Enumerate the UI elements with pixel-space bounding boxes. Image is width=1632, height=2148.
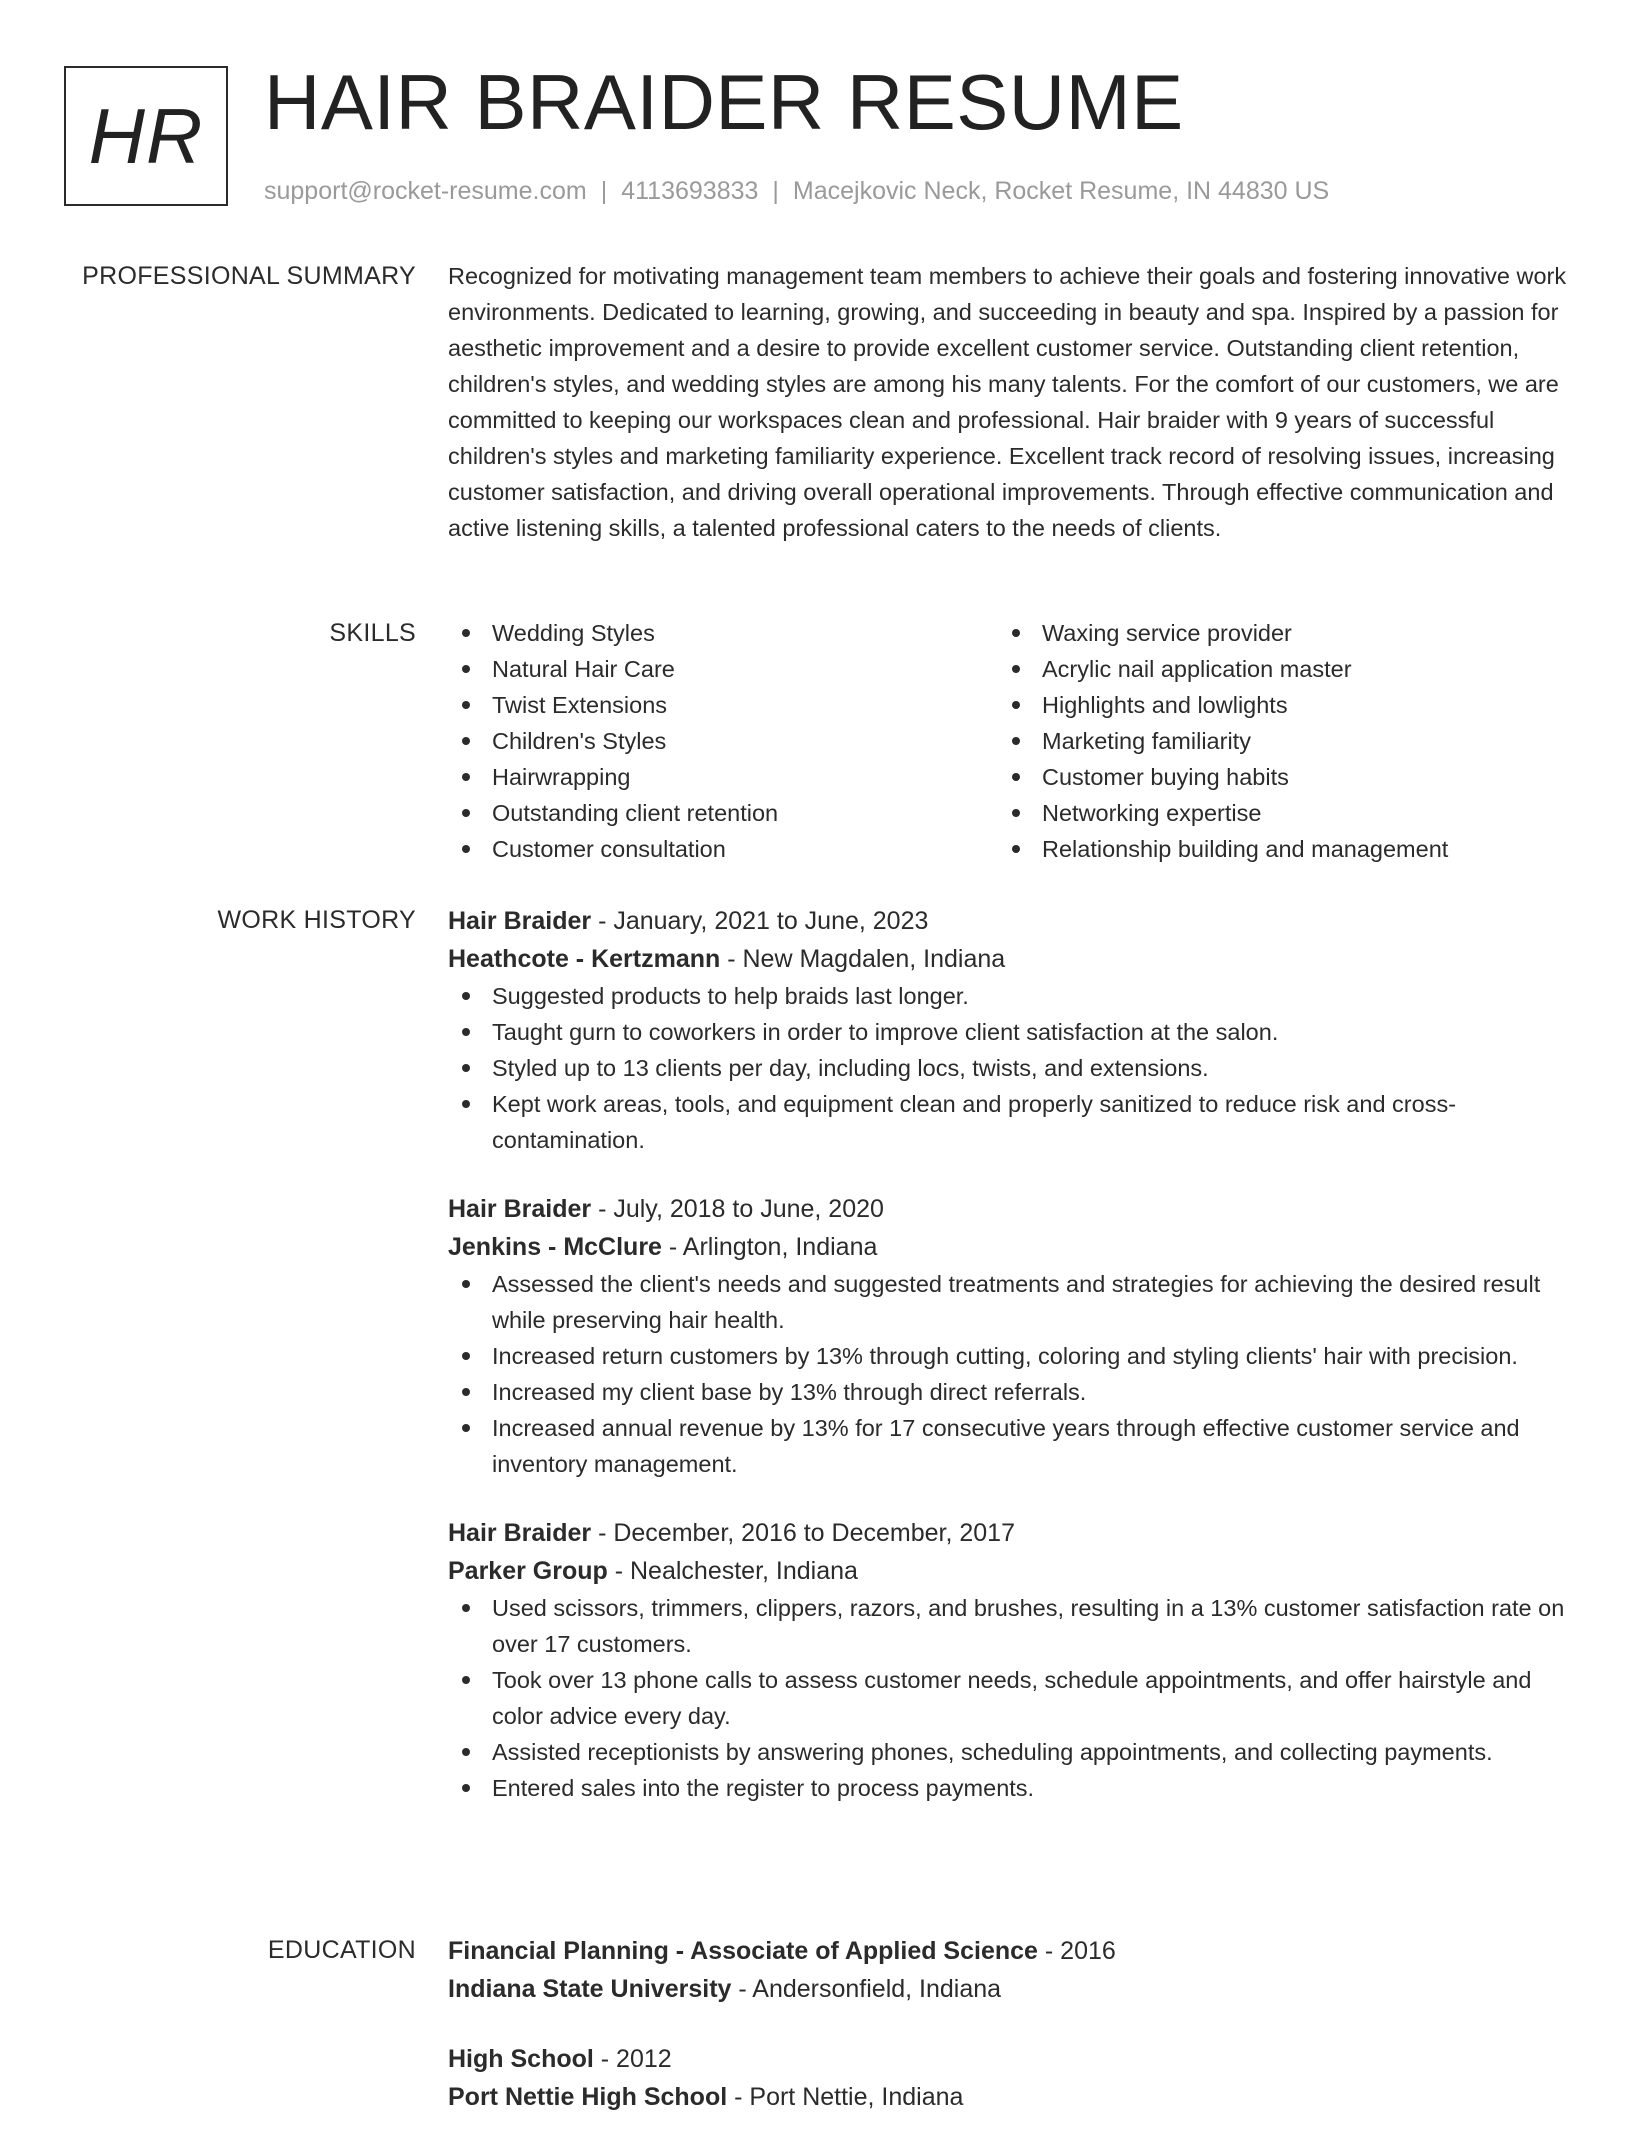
bullet-icon xyxy=(462,1100,470,1108)
job-location: - New Magdalen, Indiana xyxy=(720,945,1006,973)
skills-heading: SKILLS xyxy=(329,619,416,647)
education-heading: EDUCATION xyxy=(267,1936,416,1964)
bullet-icon xyxy=(462,1748,470,1756)
education-degree-line xyxy=(448,1932,1568,1970)
job-title: Hair Braider xyxy=(448,1519,592,1547)
education-location: - Port Nettie, Indiana xyxy=(727,2083,964,2111)
bullet-icon xyxy=(462,629,470,637)
job-bullet: Kept work areas, tools, and equipment clean and properly sanitized to reduce risk and cross-contamination. xyxy=(448,1086,1568,1158)
job-entry xyxy=(448,1190,1568,1482)
bullet-icon xyxy=(462,1064,470,1072)
bullet-icon xyxy=(462,1352,470,1360)
bullet-icon xyxy=(462,773,470,781)
bullet-icon xyxy=(462,665,470,673)
bullet-icon xyxy=(462,1280,470,1288)
education-year: - 2016 xyxy=(1037,1937,1116,1965)
skill-item: Networking expertise xyxy=(998,795,1548,831)
summary-text: Recognized for motivating management team members to achieve their goals and fostering innovative work environments. Dedicated to learning, growing, and succeeding in beauty and spa. Inspired by a passion for aesthetic improvement and a desire to provide excellent customer service. Outstanding client retention, children's styles, and wedding styles are among his many talents. For the comfort of our customers, we are committed to keeping our workspaces clean and professional. Hair braider with 9 years of successful children's styles and marketing familiarity experience. Excellent track record of resolving issues, increasing customer satisfaction, and driving overall operational improvements. Through effective communication and active listening skills, a talented professional caters to the needs of clients. xyxy=(448,263,1567,541)
bullet-icon xyxy=(462,992,470,1000)
education-school: Indiana State University xyxy=(448,1975,732,2003)
monogram-initials: HR xyxy=(88,91,204,180)
bullet-icon xyxy=(462,1676,470,1684)
skill-item: Customer consultation xyxy=(448,831,998,867)
skill-item: Marketing familiarity xyxy=(998,723,1548,759)
skill-item: Acrylic nail application master xyxy=(998,651,1548,687)
monogram-badge xyxy=(64,66,228,206)
job-title: Hair Braider xyxy=(448,1195,592,1223)
bullet-icon xyxy=(1012,701,1020,709)
bullet-icon xyxy=(462,1028,470,1036)
summary-heading: PROFESSIONAL SUMMARY xyxy=(82,262,416,290)
job-bullet: Assisted receptionists by answering phones, scheduling appointments, and collecting payments. xyxy=(448,1734,1568,1770)
education-degree-line xyxy=(448,2040,1568,2078)
bullet-icon xyxy=(1012,737,1020,745)
education-entry xyxy=(448,1932,1568,2008)
bullet-icon xyxy=(462,1424,470,1432)
skill-item: Waxing service provider xyxy=(998,615,1548,651)
skill-item: Highlights and lowlights xyxy=(998,687,1548,723)
job-company: Jenkins - McClure xyxy=(448,1233,662,1261)
work-history-heading: WORK HISTORY xyxy=(217,906,416,934)
job-bullet: Used scissors, trimmers, clippers, razors, and brushes, resulting in a 13% customer satisfaction rate on over 17 customers. xyxy=(448,1590,1568,1662)
job-bullet: Taught gurn to coworkers in order to improve client satisfaction at the salon. xyxy=(448,1014,1568,1050)
contact-line xyxy=(264,174,1329,208)
skill-item: Relationship building and management xyxy=(998,831,1548,867)
job-bullet: Assessed the client's needs and suggested treatments and strategies for achieving the desired result while preserving hair health. xyxy=(448,1266,1568,1338)
education-school: Port Nettie High School xyxy=(448,2083,728,2111)
education-school-line xyxy=(448,2078,1568,2116)
skill-item: Hairwrapping xyxy=(448,759,998,795)
job-bullet: Increased return customers by 13% through cutting, coloring and styling clients' hair with precision. xyxy=(448,1338,1568,1374)
bullet-icon xyxy=(462,1388,470,1396)
education-location: - Andersonfield, Indiana xyxy=(731,1975,1002,2003)
job-entry xyxy=(448,902,1568,1158)
job-title-line xyxy=(448,1190,1568,1228)
job-company: Heathcote - Kertzmann xyxy=(448,945,721,973)
education-degree: High School xyxy=(448,2045,594,2073)
bullet-icon xyxy=(1012,845,1020,853)
skill-item: Twist Extensions xyxy=(448,687,998,723)
job-bullet: Styled up to 13 clients per day, including locs, twists, and extensions. xyxy=(448,1050,1568,1086)
bullet-icon xyxy=(1012,809,1020,817)
bullet-icon xyxy=(462,845,470,853)
contact-phone[interactable]: 4113693833 xyxy=(621,177,759,205)
job-title-line xyxy=(448,1514,1568,1552)
bullet-icon xyxy=(462,737,470,745)
skills-column-right xyxy=(998,615,1548,867)
bullet-icon xyxy=(462,809,470,817)
bullet-icon xyxy=(1012,665,1020,673)
job-title: Hair Braider xyxy=(448,907,592,935)
contact-separator: | xyxy=(772,177,779,205)
job-title-line xyxy=(448,902,1568,940)
education-school-line xyxy=(448,1970,1568,2008)
skill-item: Natural Hair Care xyxy=(448,651,998,687)
job-bullet: Increased annual revenue by 13% for 17 consecutive years through effective customer service and inventory management. xyxy=(448,1410,1568,1482)
skill-item: Children's Styles xyxy=(448,723,998,759)
bullet-icon xyxy=(462,1604,470,1612)
contact-separator: | xyxy=(600,177,608,205)
education-degree: Financial Planning - Associate of Applied Science xyxy=(448,1937,1038,1965)
skill-item: Wedding Styles xyxy=(448,615,998,651)
job-bullet: Suggested products to help braids last longer. xyxy=(448,978,1568,1014)
job-location: - Arlington, Indiana xyxy=(661,1233,878,1261)
job-dates: - December, 2016 to December, 2017 xyxy=(591,1519,1015,1547)
job-company-line xyxy=(448,940,1568,978)
bullet-icon xyxy=(462,1784,470,1792)
skill-item: Outstanding client retention xyxy=(448,795,998,831)
job-company-line xyxy=(448,1228,1568,1266)
contact-address: Macejkovic Neck, Rocket Resume, IN 44830 US xyxy=(792,177,1330,205)
job-location: - Nealchester, Indiana xyxy=(607,1557,858,1585)
job-company-line xyxy=(448,1552,1568,1590)
job-dates: - July, 2018 to June, 2020 xyxy=(591,1195,884,1223)
job-company: Parker Group xyxy=(448,1557,608,1585)
job-entry xyxy=(448,1514,1568,1806)
skills-column-left xyxy=(448,615,998,867)
resume-title: HAIR BRAIDER RESUME xyxy=(264,58,1184,146)
education-entry xyxy=(448,2040,1568,2116)
bullet-icon xyxy=(1012,629,1020,637)
job-dates: - January, 2021 to June, 2023 xyxy=(591,907,929,935)
job-bullet: Took over 13 phone calls to assess customer needs, schedule appointments, and offer hairstyle and color advice every day. xyxy=(448,1662,1568,1734)
contact-email[interactable]: support@rocket-resume.com xyxy=(264,177,587,205)
skill-item: Customer buying habits xyxy=(998,759,1548,795)
bullet-icon xyxy=(1012,773,1020,781)
education-year: - 2012 xyxy=(593,2045,672,2073)
job-bullet: Entered sales into the register to process payments. xyxy=(448,1770,1568,1806)
bullet-icon xyxy=(462,701,470,709)
job-bullet: Increased my client base by 13% through direct referrals. xyxy=(448,1374,1568,1410)
